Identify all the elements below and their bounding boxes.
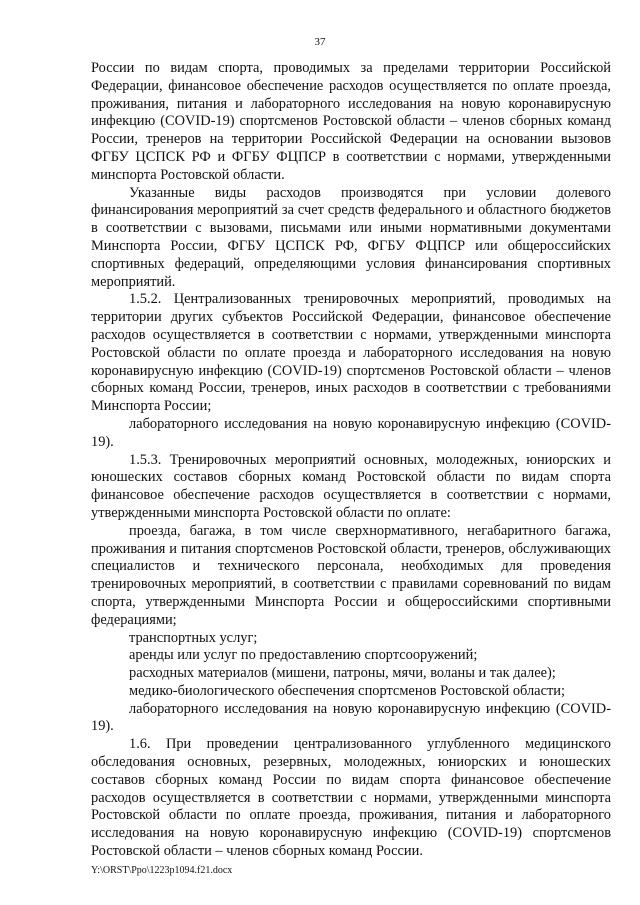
paragraph-consumables: расходных материалов (мишени, патроны, мячи, воланы и так далее);	[129, 665, 556, 682]
paragraph-lab-research-1: лабораторного исследования на новую коронавирусную инфекцию (COVID-19).	[91, 415, 611, 450]
paragraph-1-6: 1.6. При проведении централизованного углубленного медицинского обследования основных, резервных, молодежных, юниорских и юношеских составов сборных команд России по видам спорта финансовое обеспечение расходов осуществляется в соответствии с нормами, утвержденными минспорта Ростовской области по оплате проезда, проживания, питания и лабораторного исследования на новую коронавирусную инфекцию (COVID-19) спортсменов Ростовской области – членов сборных команд России.	[91, 736, 611, 860]
paragraph-medical-support: медико-биологического обеспечения спортсменов Ростовской области;	[129, 682, 565, 699]
paragraph-expense-conditions: Указанные виды расходов производятся при условии долевого финансирования мероприятий за счет средств федерального и областного бюджетов в соответствии с вызовами, письмами или иными нормативными документами Минспорта России, ФГБУ ЦСПСК РФ, ФГБУ ФЦПСР или общероссийских спортивных федераций, определяющими условия финансирования спортивных мероприятий.	[91, 184, 611, 290]
paragraph-continuation: России по видам спорта, проводимых за пределами территории Российской Федерации, финансовое обеспечение расходов осуществляется по оплате проезда, проживания, питания и лабораторного исследования на новую коронавирусную инфекцию (COVID-19) спортсменов Ростовской области – членов сборных команд России, тренеров на территории Российской Федерации на основании вызовов ФГБУ ЦСПСК РФ и ФГБУ ФЦПСР в соответствии с нормами, утвержденными минспорта Ростовской области.	[91, 60, 611, 183]
paragraph-venue-rental: аренды или услуг по предоставлению спортсооружений;	[129, 647, 478, 664]
paragraph-1-5-3: 1.5.3. Тренировочных мероприятий основных, молодежных, юниорских и юношеских составов сборных команд Ростовской области по видам спорта финансовое обеспечение расходов осуществляется в соответствии с нормами, утвержденными минспорта Ростовской области по оплате:	[91, 451, 611, 521]
paragraph-transport: транспортных услуг;	[129, 629, 258, 646]
document-body	[91, 60, 611, 861]
paragraph-lab-research-2: лабораторного исследования на новую коронавирусную инфекцию (COVID-19).	[91, 700, 611, 735]
paragraph-1-5-2: 1.5.2. Централизованных тренировочных мероприятий, проводимых на территории других субъектов Российской Федерации, финансовое обеспечение расходов осуществляется в соответствии с нормами, утвержденными минспорта Ростовской области по оплате проезда и лабораторного исследования на новую коронавирусную инфекцию (COVID-19) спортсменов Ростовской области – членов сборных команд России, тренеров, иных расходов в соответствии с требованиями Минспорта России;	[91, 291, 611, 415]
page-number: 37	[314, 36, 326, 48]
paragraph-travel-baggage: проезда, багажа, в том числе сверхнормативного, негабаритного багажа, проживания и питания спортсменов Ростовской области, тренеров, обслуживающих специалистов и технического персонала, необходимых для проведения тренировочных мероприятий, в соответствии с правилами соревнований по видам спорта, утвержденными Минспорта России и общероссийскими спортивными федерациями;	[91, 522, 611, 628]
footer-file-path: Y:\ORST\Ppo\1223p1094.f21.docx	[91, 865, 233, 876]
